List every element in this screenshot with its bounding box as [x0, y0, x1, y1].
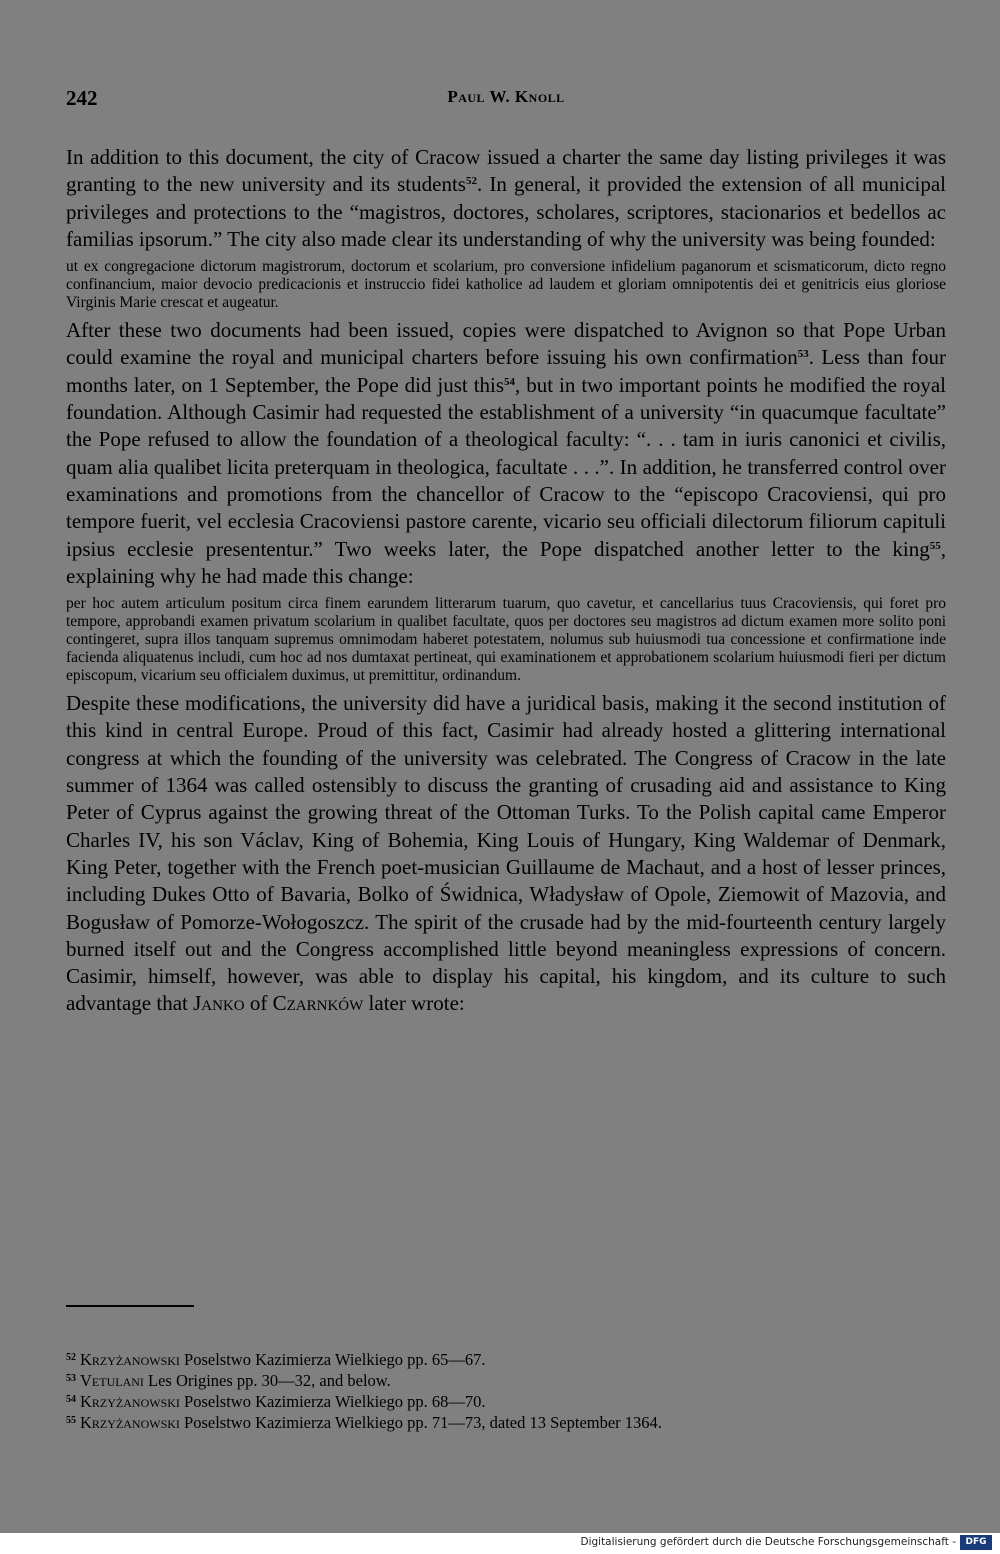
small-caps-name: Janko — [193, 991, 245, 1016]
footnote-number: 54 — [66, 1394, 76, 1405]
footnote-text: Poselstwo Kazimierza Wielkiego pp. 71—73, dated 13 September 1364. — [184, 1413, 662, 1432]
footnote — [66, 1411, 946, 1432]
footnote-ref-55[interactable]: 55 — [929, 539, 941, 552]
text-run: After these two documents had been issued, copies were dispatched to Avignon so that Pope Urban could examine the royal and municipal charters before issuing his own confirmation — [66, 318, 946, 370]
footnote-text: Les Origines pp. 30—32, and below. — [148, 1371, 391, 1390]
footnotes — [66, 1348, 946, 1432]
text-run: . In general, it provided the extension of all municipal privileges and protections to the “magistros, doctores, scholares, scriptores, stacionarios et bedellos ac familias ipsorum.” The city also made clear its understanding of why the university was being founded: — [66, 172, 947, 251]
page-number: 242 — [66, 86, 98, 110]
text-run: , but in two important points he modified the royal foundation. Although Casimir had requested the establishment of a university “in quacumque facultate” the Pope refused to allow the foundation of a theological faculty: “. . . tam in iuris canonici et civilis, quam alia qualibet licita preterquam in theologica, facultate . . .”. In addition, he transferred control over examinations and promotions from the chancellor of Cracow to the “episcopo Cracoviensi, qui pro tempore fuerit, vel ecclesia Cracoviensi pastore carente, vicario seu officiali dilectorum filiorum capituli ipsius ecclesie presententur.” Two weeks later, the Pope dispatched another letter to the king — [66, 372, 946, 561]
footnote-text: Poselstwo Kazimierza Wielkiego pp. 65—67. — [184, 1350, 486, 1369]
funding-credit: Digitalisierung gefördert durch die Deutsche Forschungsgemeinschaft - — [580, 1536, 956, 1548]
paragraph-2 — [66, 317, 946, 590]
paragraph-3 — [66, 690, 946, 1018]
text-run: In addition to this document, the city of Cracow issued a charter the same day listing privileges it was granting to the new university and its students — [66, 145, 946, 197]
small-caps-name: Czarnków — [272, 991, 364, 1016]
footnote-author: Vetulani — [80, 1371, 144, 1390]
footnote-ref-54[interactable]: 54 — [504, 375, 516, 388]
paragraph-1 — [66, 144, 946, 253]
page-body — [66, 144, 946, 1018]
text-run: Despite these modifications, the university did have a juridical basis, making it the second institution of this kind in central Europe. Proud of this fact, Casimir had already hosted a glittering international congress at which the founding of the university was celebrated. The Congress of Cracow in the late summer of 1364 was called ostensibly to discuss the granting of crusading aid and assistance to King Peter of Cyprus against the growing threat of the Ottoman Turks. To the Polish capital came Emperor Charles IV, his son Václav, King of Bohemia, King Louis of Hungary, King Waldemar of Denmark, King Peter, together with the French poet-musician Guillaume de Machaut, and a host of lesser princes, including Dukes Otto of Bavaria, Bolko of Świdnica, Władysław of Opole, Ziemowit of Mazovia, and Bogusław of Pomorze-Wołogoszcz. The spirit of the crusade had by the mid-fourteenth century largely burned itself out and the Congress accomplished little beyond meaningless expressions of concern. Casimir, himself, however, was able to display his capital, his kingdom, and its culture to such advantage that — [66, 691, 946, 1016]
footnote-number: 55 — [66, 1415, 76, 1426]
footnote-ref-53[interactable]: 53 — [797, 348, 809, 361]
footnote-author: Krzyżanowski — [80, 1350, 180, 1369]
text-run: later wrote: — [363, 991, 465, 1016]
footnote — [66, 1369, 946, 1390]
footnote-number: 53 — [66, 1373, 76, 1384]
footnote — [66, 1348, 946, 1369]
digitization-footer — [0, 1533, 1000, 1554]
footnote-ref-52[interactable]: 52 — [465, 175, 477, 188]
text-run: . Less than four months later, on 1 September, the Pope did just this — [66, 345, 946, 397]
page-header — [66, 86, 946, 116]
block-quote-2: per hoc autem articulum positum circa finem earundem litterarum tuarum, quo cavetur, et cancellarius tuus Cracoviensis, qui foret pro tempore, approbandi examen privatum scolarium in qualibet facultate, quos per doctores seu magistros ad dictum examen more solito poni contingeret, supra illos tanquam supremus omnimodam haberet potestatem, nolumus sub huiusmodi tua concessione et confirmatione inde facienda aliquatenus includi, cum hoc ad nos dumtaxat pertineat, qui examinationem et approbationem scolarium huiusmodi fieri per dictum episcopum, vicarium seu officialem duximus, ut premittitur, ordinandum. — [66, 595, 946, 685]
block-quote-1: ut ex congregacione dictorum magistrorum, doctorum et scolarium, pro conversione infidelium paganorum et scismaticorum, dicto regno confinancium, maior devocio predicacionis et instruccio fidei katholice ad laudem et gloriam omnipotentis dei et genitricis eius gloriose Virginis Marie crescat et augeatur. — [66, 258, 946, 312]
footnote — [66, 1390, 946, 1411]
running-head: Paul W. Knoll — [447, 87, 565, 106]
footnote-separator — [66, 1305, 194, 1307]
footnote-author: Krzyżanowski — [80, 1413, 180, 1432]
footnote-author: Krzyżanowski — [80, 1392, 180, 1411]
dfg-logo: DFG — [960, 1535, 992, 1550]
text-run: of — [244, 991, 273, 1016]
footnote-text: Poselstwo Kazimierza Wielkiego pp. 68—70. — [184, 1392, 486, 1411]
text-run: , explaining why he had made this change: — [66, 536, 946, 588]
footnote-number: 52 — [66, 1352, 76, 1363]
